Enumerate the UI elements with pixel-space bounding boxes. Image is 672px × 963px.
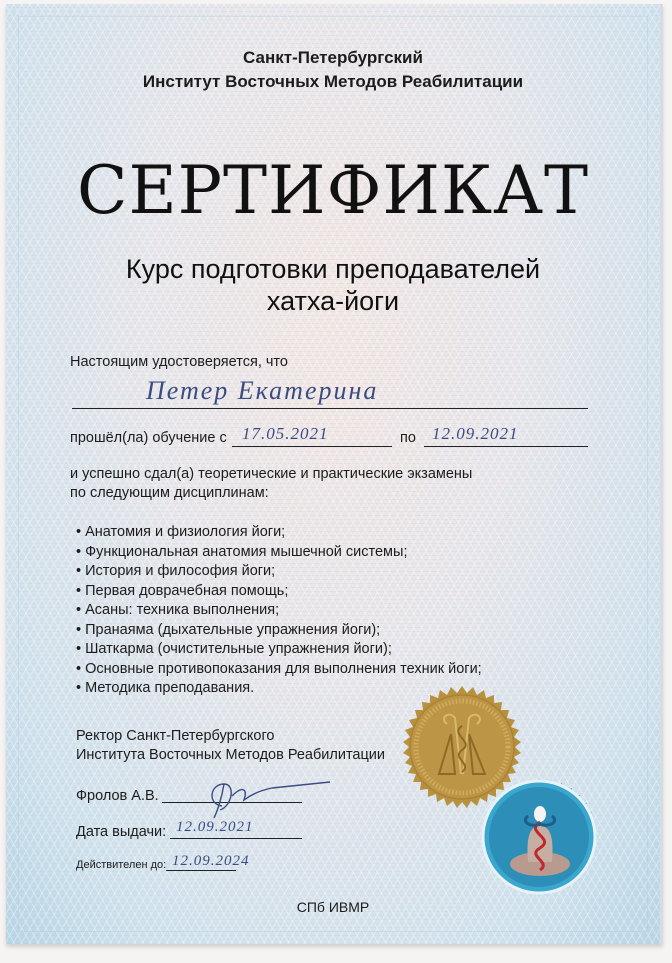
issue-date: 12.09.2021 — [176, 819, 254, 835]
institution-line-1: Санкт-Петербургский — [243, 48, 423, 67]
date-from-underline — [232, 446, 392, 447]
issue-date-label: Дата выдачи: — [76, 824, 167, 840]
discipline-item: • Анатомия и физиология йоги; — [76, 523, 482, 543]
valid-until-date: 12.09.2024 — [172, 853, 250, 869]
to-word: по — [400, 430, 416, 446]
discipline-item: • Асаны: техника выполнения; — [76, 601, 482, 621]
valid-until-underline — [166, 870, 236, 871]
training-prefix: прошёл(ла) обучение с — [70, 430, 227, 446]
recipient-name: Петер Екатерина — [146, 376, 379, 405]
date-to: 12.09.2021 — [432, 424, 519, 443]
rector-title-1: Ректор Санкт-Петербургского — [76, 728, 275, 744]
certify-text: Настоящим удостоверяется, что — [70, 354, 288, 370]
exams-text-2: по следующим дисциплинам: — [70, 485, 269, 501]
signature-scribble-icon — [202, 776, 332, 820]
discipline-item: • История и философия йоги; — [76, 562, 482, 582]
date-from: 17.05.2021 — [242, 424, 329, 443]
footer-abbreviation: СПб ИВМР — [296, 899, 370, 915]
issue-date-underline — [170, 838, 302, 839]
discipline-item: • Шаткарма (очистительные упражнения йоги); — [76, 640, 482, 660]
discipline-item: • Функциональная анатомия мышечной системы; — [76, 543, 482, 563]
rector-name: Фролов А.В. — [76, 788, 159, 804]
institution-line-2: Институт Восточных Методов Реабилитации — [142, 72, 524, 91]
name-underline — [72, 408, 588, 409]
course-title-line-2: хатха-йоги — [266, 286, 400, 316]
discipline-item: • Методика преподавания. — [76, 679, 482, 699]
discipline-item: • Пранаяма (дыхательные упражнения йоги); — [76, 621, 482, 641]
valid-until-label: Действителен до: — [76, 859, 167, 871]
disciplines-list — [76, 523, 482, 699]
certificate-title: СЕРТИФИКАТ — [76, 152, 590, 229]
discipline-item: • Первая доврачебная помощь; — [76, 582, 482, 602]
gold-embossed-seal-icon — [389, 674, 535, 820]
course-title-line-1: Курс подготовки преподавателей — [125, 254, 541, 284]
date-to-underline — [424, 446, 588, 447]
rector-title-2: Института Восточных Методов Реабилитации — [76, 747, 385, 763]
certificate-sheet — [6, 4, 663, 944]
exams-text-1: и успешно сдал(а) теоретические и практические экзамены — [70, 466, 473, 482]
discipline-item: • Основные противопоказания для выполнения техник йоги; — [76, 660, 482, 680]
